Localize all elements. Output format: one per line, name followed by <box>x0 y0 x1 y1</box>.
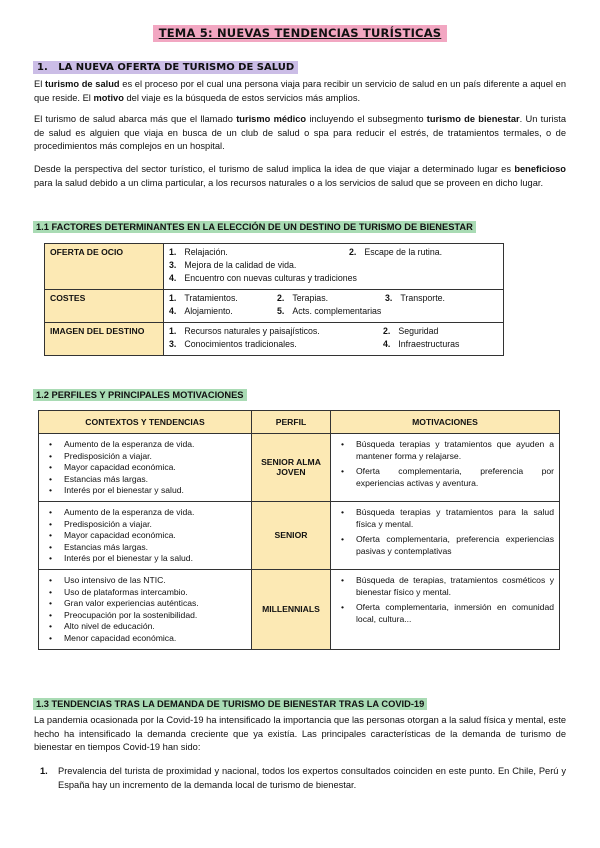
item-number: 4. <box>169 306 177 316</box>
item-number: 2. <box>349 247 357 257</box>
factor-entry <box>169 273 357 286</box>
text-run: del viaje es la búsqueda de estos servicios más amplios. <box>123 92 361 103</box>
factor-entry <box>169 339 383 352</box>
factor-entry <box>349 247 442 260</box>
list-item: • Oferta complementaria, inmersión en comunidad local, cultura... <box>356 602 554 625</box>
bold-term: turismo de salud <box>44 79 120 89</box>
factor-item: Seguridad <box>398 326 439 336</box>
factor-item: Tratamientos. <box>184 293 238 303</box>
factor-entry <box>383 326 438 339</box>
factor-item: Acts. complementarias <box>292 306 382 316</box>
list-item: • Alto nivel de educación. <box>64 621 246 633</box>
factor-item: Alojamiento. <box>184 306 233 316</box>
item-number: 4. <box>169 273 177 283</box>
factor-item: Encuentro con nuevas culturas y tradiciones <box>184 273 357 283</box>
section-heading-1: 1. LA NUEVA OFERTA DE TURISMO DE SALUD <box>33 61 298 74</box>
factor-entry <box>169 326 383 339</box>
item-number: 2. <box>277 293 285 303</box>
factor-label: COSTES <box>45 290 164 323</box>
factor-item: Infraestructuras <box>398 339 460 349</box>
contexts-cell <box>39 434 252 502</box>
factor-row <box>45 290 504 323</box>
item-number: 4. <box>383 339 391 349</box>
factor-line <box>169 306 498 319</box>
motivations-cell <box>331 569 560 649</box>
factor-item: Escape de la rutina. <box>364 247 443 257</box>
factor-entry <box>169 306 277 319</box>
factor-entry <box>277 293 385 306</box>
factor-item: Mejora de la calidad de vida. <box>184 260 297 270</box>
list-item: • Oferta complementaria, preferencia experiencias pasivas y contemplativas <box>356 534 554 557</box>
list-item: • Búsqueda terapias y tratamientos que ayuden a mantener forma y relajarse. <box>356 439 554 462</box>
factor-item: Terapias. <box>292 293 329 303</box>
profiles-table <box>38 410 560 650</box>
factor-entry <box>277 306 381 319</box>
text-run: El <box>34 79 45 89</box>
factor-line <box>169 293 498 306</box>
header-profile: PERFIL <box>252 411 331 434</box>
list-item: • Gran valor experiencias auténticas. <box>64 598 246 610</box>
factor-line <box>169 273 498 286</box>
factor-line <box>169 326 498 339</box>
factor-entry <box>169 260 296 273</box>
factors-table <box>44 243 504 356</box>
factor-entry <box>383 339 459 352</box>
bold-term: turismo médico <box>236 114 307 124</box>
text-run: Desde la perspectiva del sector turístico, el turismo de salud implica la idea de que viajar a determinado lugar es <box>34 164 515 174</box>
list-item: • Interés por el bienestar y la salud. <box>64 553 246 565</box>
paragraph-perspective <box>34 163 566 190</box>
factor-row <box>45 244 504 290</box>
item-number: 5. <box>277 306 285 316</box>
document-title-wrap <box>0 22 600 41</box>
factor-entry <box>385 293 445 306</box>
paragraph-wellness <box>34 113 566 154</box>
list-item: • Búsqueda de terapias, tratamientos cosméticos y bienestar físico y mental. <box>356 575 554 598</box>
motivations-cell <box>331 501 560 569</box>
factor-entry <box>169 247 349 260</box>
bold-term: beneficioso <box>514 164 566 174</box>
item-number: 1. <box>169 326 177 336</box>
contexts-cell <box>39 501 252 569</box>
list-item: • Oferta complementaria, preferencia por experiencias activas y aventura. <box>356 466 554 489</box>
factor-item: Recursos naturales y paisajísticos. <box>184 326 320 336</box>
factor-line <box>169 247 498 260</box>
header-contexts: CONTEXTOS Y TENDENCIAS <box>39 411 252 434</box>
profile-row <box>39 501 560 569</box>
item-text: Prevalencia del turista de proximidad y nacional, todos los expertos consultados coinciden en este punto. En Chile, Perú y España hay un incremento de la demanda local de turismo de bienestar. <box>58 766 566 790</box>
list-item: • Aumento de la esperanza de vida. <box>64 439 246 451</box>
factor-label: IMAGEN DEL DESTINO <box>45 323 164 356</box>
item-number: 3. <box>169 260 177 270</box>
text-run: . Un turista de salud es alguien que viaja en busca de un club de salud o spa para reducir el estrés, de tratamientos termales, o de procedimientos más complejos en un hospital. <box>34 114 566 151</box>
item-number: 3. <box>169 339 177 349</box>
list-item: • Mayor capacidad económica. <box>64 462 246 474</box>
covid-trends-list <box>34 765 566 792</box>
list-item <box>34 765 566 792</box>
list-item: • Preocupación por la sostenibilidad. <box>64 610 246 622</box>
contexts-cell <box>39 569 252 649</box>
bold-term: motivo <box>93 92 124 103</box>
text-run: incluyendo el subsegmento <box>306 114 427 124</box>
list-item: • Aumento de la esperanza de vida. <box>64 507 246 519</box>
bold-term: turismo de bienestar <box>426 114 520 124</box>
list-item: • Mayor capacidad económica. <box>64 530 246 542</box>
factor-item: Relajación. <box>184 247 228 257</box>
factor-item: Conocimientos tradicionales. <box>184 339 297 349</box>
factor-item: Transporte. <box>400 293 445 303</box>
list-item: • Uso de plataformas intercambio. <box>64 587 246 599</box>
item-number: 3. <box>385 293 393 303</box>
factor-values <box>164 323 504 356</box>
section-heading-1-3: 1.3 TENDENCIAS TRAS LA DEMANDA DE TURISMO DE BIENESTAR TRAS LA COVID-19 <box>33 698 427 710</box>
factor-line <box>169 339 498 352</box>
list-item: • Estancias más largas. <box>64 474 246 486</box>
item-number: 1. <box>169 293 177 303</box>
item-number: 1. <box>169 247 177 257</box>
document-title: TEMA 5: NUEVAS TENDENCIAS TURÍSTICAS <box>153 25 448 42</box>
list-item: • Predisposición a viajar. <box>64 519 246 531</box>
paragraph-covid: La pandemia ocasionada por la Covid-19 ha intensificado la importancia que las personas otorgan a la salud física y mental, este hecho ha intensificado la demanda creciente que ya existía. Las principales características de la demanda de turismo de bienestar en tiempos Covid-19 han sido: <box>34 715 566 752</box>
section-heading-1-1: 1.1 FACTORES DETERMINANTES EN LA ELECCIÓN DE UN DESTINO DE TURISMO DE BIENESTAR <box>33 221 476 233</box>
profile-cell: SENIOR <box>252 501 331 569</box>
item-number: 1. <box>40 766 48 776</box>
text-run: es el proceso por el cual una persona viaja para recibir un servicio de salud en un país diferente a aquel en que reside. El <box>34 79 566 103</box>
list-item: • Búsqueda terapias y tratamientos para la salud física y mental. <box>356 507 554 530</box>
paragraph-health-tourism <box>34 78 566 105</box>
list-item: • Predisposición a viajar. <box>64 451 246 463</box>
factor-line <box>169 260 498 273</box>
list-item: • Uso intensivo de las NTIC. <box>64 575 246 587</box>
factor-values <box>164 244 504 290</box>
list-item: • Estancias más largas. <box>64 542 246 554</box>
factor-row <box>45 323 504 356</box>
factor-label: OFERTA DE OCIO <box>45 244 164 290</box>
factor-values <box>164 290 504 323</box>
text-run: para la salud debido a un clima particular, a los recursos naturales o a los servicios de salud que se proveen en dicho lugar. <box>34 177 544 188</box>
factor-entry <box>169 293 277 306</box>
item-number: 2. <box>383 326 391 336</box>
profile-row <box>39 569 560 649</box>
profiles-header-row <box>39 411 560 434</box>
header-motivations: MOTIVACIONES <box>331 411 560 434</box>
section-heading-1-2: 1.2 PERFILES Y PRINCIPALES MOTIVACIONES <box>33 389 247 401</box>
list-item: • Menor capacidad económica. <box>64 633 246 645</box>
motivations-cell <box>331 434 560 502</box>
list-item: • Interés por el bienestar y salud. <box>64 485 246 497</box>
profile-cell: MILLENNIALS <box>252 569 331 649</box>
profile-cell: SENIOR ALMA JOVEN <box>252 434 331 502</box>
text-run: El turismo de salud abarca más que el llamado <box>34 114 237 124</box>
profile-row <box>39 434 560 502</box>
